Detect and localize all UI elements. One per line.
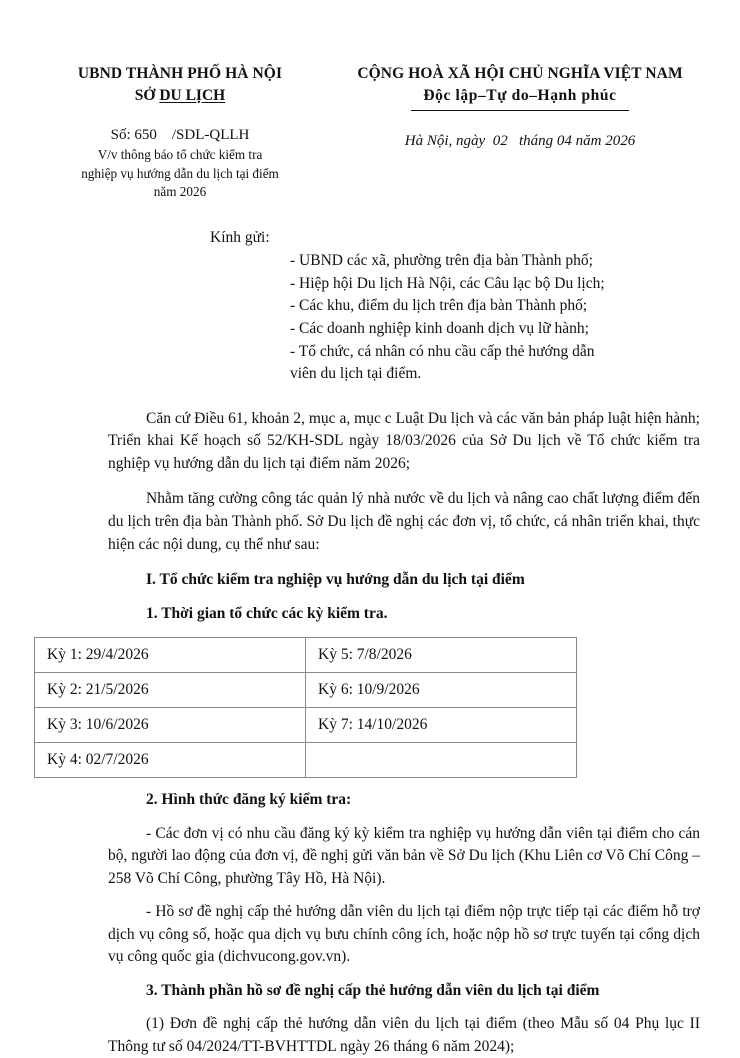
subsection-heading-2: 2. Hình thức đăng ký kiểm tra: xyxy=(146,791,352,809)
document-body xyxy=(108,408,700,625)
list-item: - UBND các xã, phường trên địa bàn Thành phố; xyxy=(290,252,593,270)
list-item: - Hiệp hội Du lịch Hà Nội, các Câu lạc bộ Du lịch; xyxy=(290,274,605,292)
motto-underline-rule xyxy=(411,110,629,111)
exam-schedule-table-wrapper xyxy=(34,637,740,778)
parent-authority-name: UBND THÀNH PHỐ HÀ NỘI xyxy=(77,65,283,82)
paragraph-purpose: Nhằm tăng cường công tác quản lý nhà nước về du lịch và nâng cao chất lượng điểm đến du lịch trên địa bàn Thành phố. Sở Du lịch đề nghị các đơn vị, tổ chức, cá nhân triển khai, thực hiện các nội dung, cụ thể như sau: xyxy=(108,490,700,553)
subsection-heading-3: 3. Thành phần hồ sơ đề nghị cấp thẻ hướng dẫn viên du lịch tại điểm xyxy=(146,981,600,999)
table-body xyxy=(35,638,577,778)
document-number: Số: 650 /SDL-QLLH xyxy=(110,126,250,143)
department-name xyxy=(30,86,330,107)
list-item: - Các khu, điểm du lịch trên địa bàn Thành phố; xyxy=(290,297,588,315)
national-title: CỘNG HOÀ XÃ HỘI CHỦ NGHĨA VIỆT NAM xyxy=(357,65,683,82)
table-row xyxy=(35,708,577,743)
table-row xyxy=(35,638,577,673)
table-cell-session: Kỳ 4: 02/7/2026 xyxy=(35,743,306,778)
paragraph-legal-basis: Căn cứ Điều 61, khoản 2, mục a, mục c Luật Du lịch và các văn bản pháp luật hiện hành; Triển khai Kế hoạch số 52/KH-SDL ngày 18/03/2026 của Sở Du lịch về Tổ chức kiểm tra nghiệp vụ hướng dẫn du lịch tại điểm năm 2026; xyxy=(108,409,700,472)
table-cell-session: Kỳ 2: 21/5/2026 xyxy=(35,673,306,708)
section-heading-1: I. Tổ chức kiểm tra nghiệp vụ hướng dẫn du lịch tại điểm xyxy=(146,571,525,589)
dossier-component-1: (1) Đơn đề nghị cấp thẻ hướng dẫn viên du lịch tại điểm (theo Mẫu số 04 Phụ lục II Thông tư số 04/2024/TT-BVHTTDL ngày 26 tháng 6 năm 2024); xyxy=(108,1015,700,1055)
subsection-heading-1: 1. Thời gian tổ chức các kỳ kiểm tra. xyxy=(146,604,388,622)
table-row xyxy=(35,743,577,778)
department-name-underlined: DU LỊCH xyxy=(159,86,226,104)
table-cell-session: Kỳ 1: 29/4/2026 xyxy=(35,638,306,673)
table-cell-session: Kỳ 5: 7/8/2026 xyxy=(306,638,577,673)
department-name-prefix: SỞ xyxy=(134,86,160,104)
table-cell-session: Kỳ 3: 10/6/2026 xyxy=(35,708,306,743)
list-item: - Các doanh nghiệp kinh doanh dịch vụ lữ hành; xyxy=(290,319,589,337)
bullet-submission-method: - Hồ sơ đề nghị cấp thẻ hướng dẫn viên du lịch tại điểm nộp trực tiếp tại các điểm hỗ trợ dịch vụ công số, hoặc qua dịch vụ bưu chính công ích, hoặc nộp hồ sơ trực tuyến tại cổng dịch vụ công quốc gia (dichvucong.gov.vn). xyxy=(108,903,700,966)
header-national-block xyxy=(330,64,710,150)
list-item: - Tổ chức, cá nhân có nhu cầu cấp thẻ hướng dẫn xyxy=(290,342,595,360)
table-cell-session: Kỳ 6: 10/9/2026 xyxy=(306,673,577,708)
table-cell-session-empty xyxy=(306,743,577,778)
header-issuing-authority xyxy=(30,64,330,201)
document-subject-line-1: V/v thông báo tổ chức kiểm tra xyxy=(97,147,263,163)
recipients-block xyxy=(0,227,740,386)
document-subject-line-2: nghiệp vụ hướng dẫn du lịch tại điểm xyxy=(81,165,279,181)
document-header xyxy=(0,0,740,201)
recipients-label: Kính gửi: xyxy=(210,228,270,246)
bullet-registration-method: - Các đơn vị có nhu cầu đăng ký kỳ kiểm tra nghiệp vụ hướng dẫn viên tại điểm cho cán bộ, người lao động của đơn vị, đề nghị gửi văn bản về Sở Du lịch (Khu Liên cơ Võ Chí Công – 258 Võ Chí Công, phường Tây Hồ, Hà Nội). xyxy=(108,824,700,887)
place-and-date: Hà Nội, ngày 02 tháng 04 năm 2026 xyxy=(404,132,636,149)
recipients-list xyxy=(290,250,740,386)
table-row xyxy=(35,673,577,708)
national-motto: Độc lập–Tự do–Hạnh phúc xyxy=(423,86,617,104)
exam-schedule-table xyxy=(34,637,577,778)
document-subject-line-3: năm 2026 xyxy=(153,184,207,200)
document-body-continued xyxy=(108,789,700,1058)
list-item-continuation: viên du lịch tại điểm. xyxy=(290,365,422,383)
table-cell-session: Kỳ 7: 14/10/2026 xyxy=(306,708,577,743)
